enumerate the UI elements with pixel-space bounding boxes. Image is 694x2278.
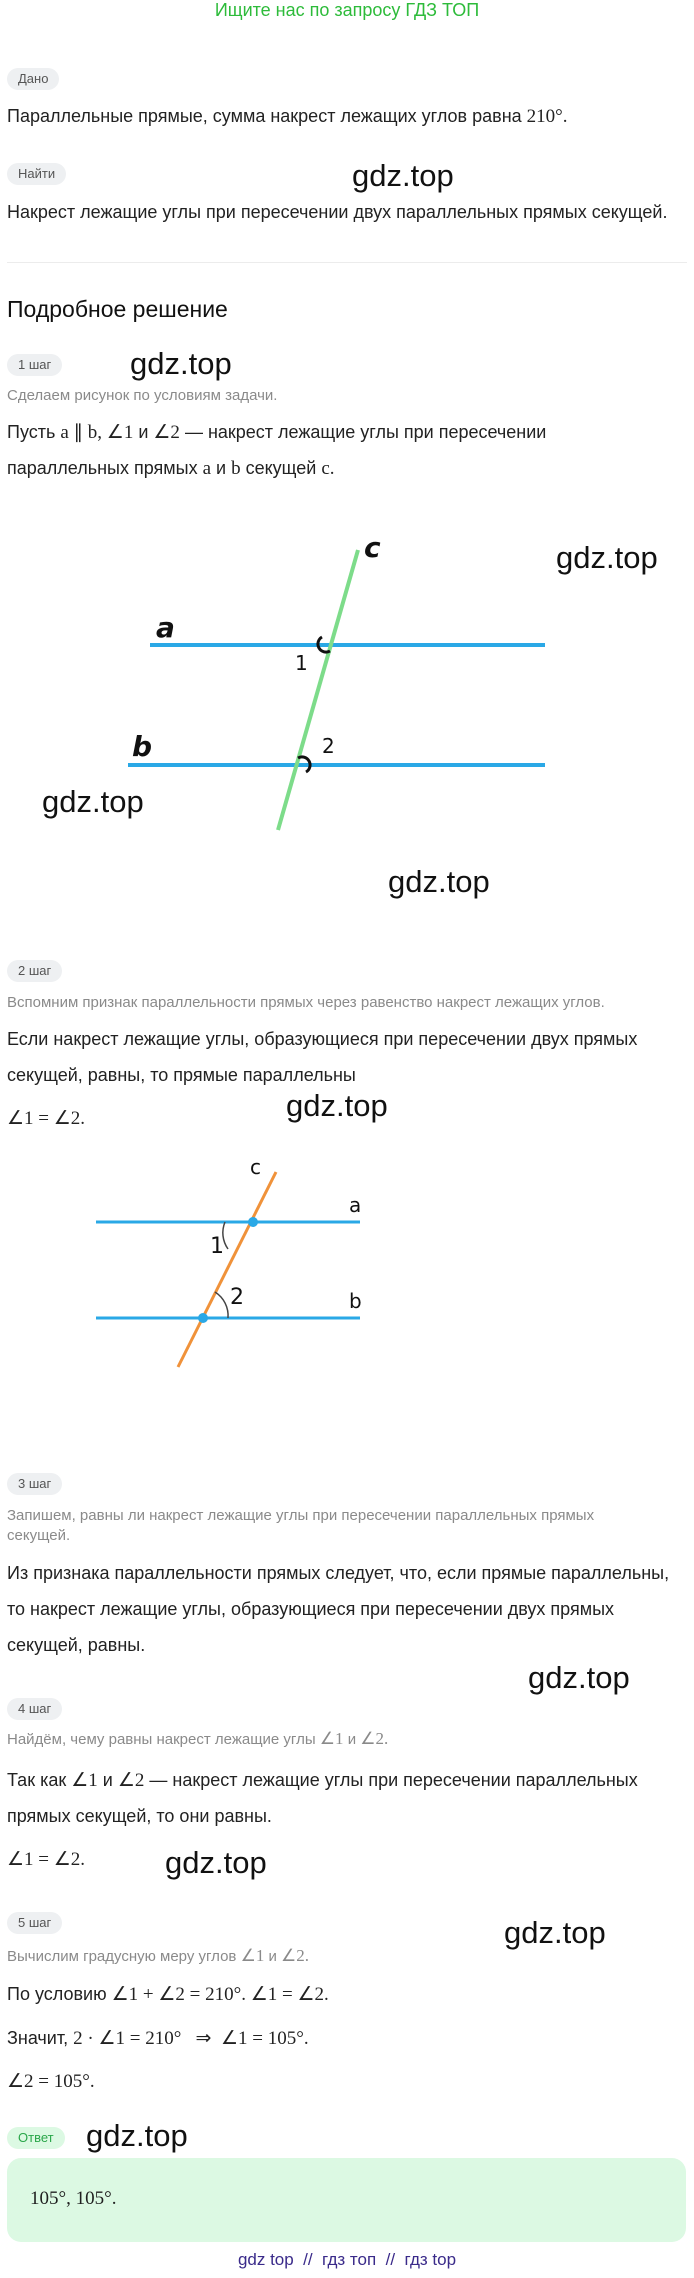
step-3-line-2: то накрест лежащие углы, образующиеся при пересечении двух прямых <box>7 1599 615 1619</box>
watermark: gdz.top <box>165 1845 267 1880</box>
text-fragment: и <box>97 1770 118 1790</box>
math-fragment: ∠2. <box>281 1946 310 1965</box>
given-label: Дано <box>7 68 59 90</box>
text-fragment: — накрест лежащие углы при пересечении параллельных <box>144 1770 638 1790</box>
step-5-line-2 <box>7 2026 309 2051</box>
watermark: gdz.top <box>504 1915 606 1950</box>
text-fragment: и <box>264 1948 282 1965</box>
label-1: 1 <box>295 651 308 675</box>
math-fragment: c. <box>321 458 335 479</box>
angle-2-arc <box>215 1292 228 1318</box>
math-fragment: ∠2 <box>153 422 180 443</box>
intersection-point-1 <box>248 1217 258 1227</box>
text-fragment: и <box>133 422 154 442</box>
step-3-hint-2: секущей. <box>7 1527 71 1544</box>
step-1-line-2 <box>7 456 335 481</box>
top-banner[interactable]: Ищите нас по запросу ГДЗ ТОП <box>214 0 480 20</box>
watermark: gdz.top <box>556 540 658 575</box>
given-text <box>7 104 568 129</box>
label-2: 2 <box>230 1285 244 1310</box>
text-fragment: и <box>211 458 232 478</box>
figure-2-diagram <box>0 1150 694 1380</box>
line-c <box>178 1172 276 1367</box>
text-fragment: секущей <box>240 458 322 478</box>
math-fragment: ∠1 <box>240 1946 265 1965</box>
math-fragment: 2 · ∠1 = 210° ⇒ ∠1 = 105°. <box>73 2028 309 2049</box>
step-5-hint <box>7 1946 309 1967</box>
math-fragment: ∠1 <box>319 1729 344 1748</box>
label-c: c <box>250 1155 261 1179</box>
footer-links[interactable]: gdz top // гдз топ // гдз top <box>237 2250 457 2269</box>
label-c: c <box>364 531 381 564</box>
label-2: 2 <box>322 734 335 758</box>
step-5-label: 5 шаг <box>7 1912 62 1934</box>
math-fragment: ∠1 + ∠2 = 210°. ∠1 = ∠2. <box>111 1984 329 2005</box>
step-5-line-3: ∠2 = 105°. <box>7 2071 95 2092</box>
step-3-line-1: Из признака параллельности прямых следует, что, если прямые параллельны, <box>7 1563 670 1583</box>
text-fragment: Так как <box>7 1770 72 1790</box>
text-fragment: параллельных прямых <box>7 458 203 478</box>
step-5-line-1 <box>7 1982 329 2007</box>
label-b: b <box>132 730 153 763</box>
step-4-hint <box>7 1729 388 1750</box>
watermark: gdz.top <box>388 864 490 899</box>
math-fragment: a ∥ b, ∠1 <box>60 422 134 443</box>
text-fragment: Найдём, чему равны накрест лежащие углы <box>7 1731 320 1748</box>
label-a: a <box>349 1193 362 1217</box>
text-fragment: Вычислим градусную меру углов <box>7 1948 241 1965</box>
math-fragment: ∠1 <box>71 1770 98 1791</box>
watermark: gdz.top <box>528 1660 630 1695</box>
math-fragment: ∠2. <box>360 1729 389 1748</box>
step-1-hint: Сделаем рисунок по условиям задачи. <box>7 387 278 404</box>
find-label: Найти <box>7 163 66 185</box>
math-fragment: a <box>202 458 212 479</box>
answer-value: 105°, 105°. <box>30 2188 117 2209</box>
text-fragment: — накрест лежащие углы при пересечении <box>179 422 547 442</box>
step-3-label: 3 шаг <box>7 1473 62 1495</box>
given-value: 210°. <box>526 106 568 127</box>
step-2-label: 2 шаг <box>7 960 62 982</box>
find-text: Накрест лежащие углы при пересечении двух параллельных прямых секущей. <box>7 202 668 222</box>
step-1-label: 1 шаг <box>7 354 62 376</box>
line-c <box>278 550 358 830</box>
text-fragment: Пусть <box>7 422 61 442</box>
step-2-math: ∠1 = ∠2. <box>7 1108 86 1129</box>
step-4-label: 4 шаг <box>7 1698 62 1720</box>
step-4-line-1 <box>7 1768 638 1793</box>
math-fragment: ∠2 <box>117 1770 145 1791</box>
text-fragment: и <box>343 1731 361 1748</box>
label-b: b <box>349 1289 362 1313</box>
step-3-hint-1: Запишем, равны ли накрест лежащие углы при пересечении параллельных прямых <box>7 1507 595 1524</box>
given-statement: Параллельные прямые, сумма накрест лежащих углов равна <box>7 106 527 126</box>
watermark: gdz.top <box>286 1088 388 1123</box>
step-2-hint: Вспомним признак параллельности прямых через равенство накрест лежащих углов. <box>7 994 605 1011</box>
watermark: gdz.top <box>130 346 232 381</box>
watermark: gdz.top <box>42 784 144 819</box>
step-4-line-2: прямых секущей, то они равны. <box>7 1806 272 1826</box>
intersection-point-2 <box>198 1313 208 1323</box>
label-1: 1 <box>210 1234 224 1259</box>
text-fragment: По условию <box>7 1984 112 2004</box>
answer-label: Ответ <box>7 2127 65 2149</box>
step-2-line-1: Если накрест лежащие углы, образующиеся при пересечении двух прямых <box>7 1029 638 1049</box>
watermark: gdz.top <box>86 2118 188 2153</box>
section-divider <box>7 262 687 263</box>
math-fragment: b <box>231 458 241 479</box>
step-1-line-1 <box>7 420 546 445</box>
step-4-math: ∠1 = ∠2. <box>7 1849 86 1870</box>
label-a: a <box>156 611 175 644</box>
step-2-line-2: секущей, равны, то прямые параллельны <box>7 1065 356 1085</box>
section-title: Подробное решение <box>7 296 228 322</box>
watermark: gdz.top <box>352 158 454 193</box>
text-fragment: Значит, <box>7 2028 74 2048</box>
step-3-line-3: секущей, равны. <box>7 1635 146 1655</box>
